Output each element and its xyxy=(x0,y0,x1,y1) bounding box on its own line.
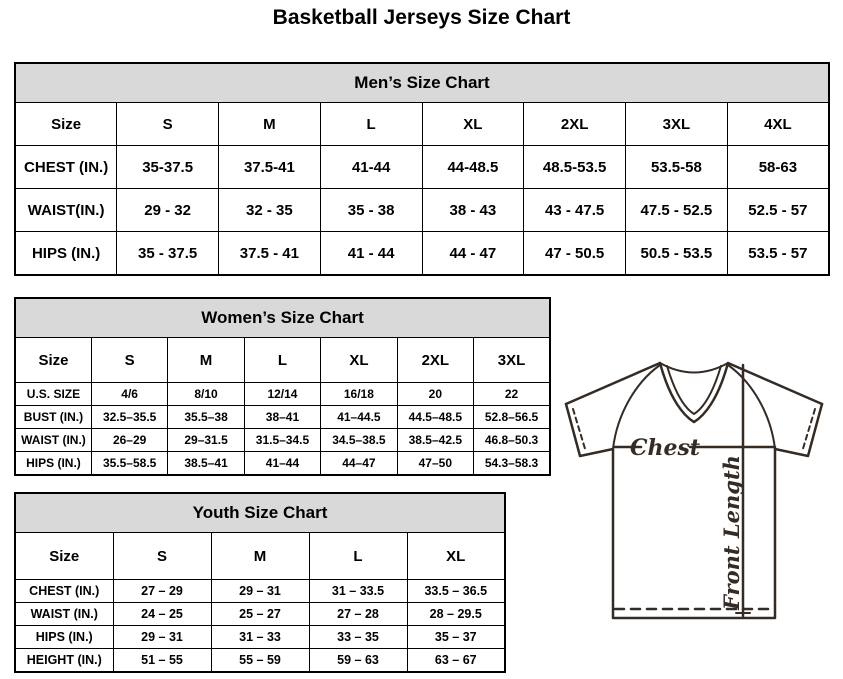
column-header: Size xyxy=(15,103,117,146)
column-header: XL xyxy=(422,103,524,146)
row-label: U.S. SIZE xyxy=(15,383,91,406)
cell: 47.5 - 52.5 xyxy=(626,189,728,232)
table-row xyxy=(15,383,550,406)
sleeve-cuff-dashes-icon xyxy=(802,409,815,452)
cell: 47–50 xyxy=(397,452,473,476)
cell: 32 - 35 xyxy=(219,189,321,232)
row-label: WAIST (IN.) xyxy=(15,603,113,626)
column-header: S xyxy=(91,338,167,383)
womens-size-chart-table xyxy=(14,297,551,476)
column-header: S xyxy=(113,533,211,580)
cell: 35.5–58.5 xyxy=(91,452,167,476)
table-row xyxy=(15,146,829,189)
cell: 44 - 47 xyxy=(422,232,524,276)
table-header-row xyxy=(15,103,829,146)
column-header: Size xyxy=(15,338,91,383)
cell: 35 – 37 xyxy=(407,626,505,649)
cell: 38.5–41 xyxy=(168,452,244,476)
cell: 63 – 67 xyxy=(407,649,505,673)
column-header: M xyxy=(219,103,321,146)
mens-chart-caption: Men’s Size Chart xyxy=(15,63,829,103)
cell: 29 – 31 xyxy=(113,626,211,649)
row-label: WAIST(IN.) xyxy=(15,189,117,232)
cell: 44–47 xyxy=(321,452,397,476)
cell: 34.5–38.5 xyxy=(321,429,397,452)
cell: 51 – 55 xyxy=(113,649,211,673)
sleeve-cuff-dashes-icon xyxy=(573,409,586,452)
table-caption-row xyxy=(15,493,505,533)
cell: 52.8–56.5 xyxy=(474,406,550,429)
row-label: HEIGHT (IN.) xyxy=(15,649,113,673)
cell: 58-63 xyxy=(727,146,829,189)
cell: 12/14 xyxy=(244,383,320,406)
cell: 38 - 43 xyxy=(422,189,524,232)
row-label: CHEST (IN.) xyxy=(15,146,117,189)
jersey-outline-icon xyxy=(566,363,822,618)
chest-label: Chest xyxy=(629,435,701,461)
row-label: BUST (IN.) xyxy=(15,406,91,429)
page-title: Basketball Jerseys Size Chart xyxy=(272,6,571,29)
cell: 44.5–48.5 xyxy=(397,406,473,429)
cell: 37.5-41 xyxy=(219,146,321,189)
column-header: L xyxy=(309,533,407,580)
cell: 59 – 63 xyxy=(309,649,407,673)
cell: 41-44 xyxy=(320,146,422,189)
table-row xyxy=(15,189,829,232)
row-label: WAIST (IN.) xyxy=(15,429,91,452)
cell: 4/6 xyxy=(91,383,167,406)
table-row xyxy=(15,649,505,673)
cell: 35-37.5 xyxy=(117,146,219,189)
table-row xyxy=(15,429,550,452)
cell: 31 – 33.5 xyxy=(309,580,407,603)
cell: 44-48.5 xyxy=(422,146,524,189)
cell: 25 – 27 xyxy=(211,603,309,626)
womens-chart-caption: Women’s Size Chart xyxy=(15,298,550,338)
column-header: 2XL xyxy=(397,338,473,383)
column-header: S xyxy=(117,103,219,146)
cell: 8/10 xyxy=(168,383,244,406)
table-row xyxy=(15,626,505,649)
cell: 33.5 – 36.5 xyxy=(407,580,505,603)
cell: 20 xyxy=(397,383,473,406)
cell: 41 - 44 xyxy=(320,232,422,276)
cell: 32.5–35.5 xyxy=(91,406,167,429)
table-header-row xyxy=(15,338,550,383)
cell: 16/18 xyxy=(321,383,397,406)
cell: 46.8–50.3 xyxy=(474,429,550,452)
row-label: HIPS (IN.) xyxy=(15,452,91,476)
cell: 27 – 29 xyxy=(113,580,211,603)
column-header: Size xyxy=(15,533,113,580)
cell: 28 – 29.5 xyxy=(407,603,505,626)
column-header: M xyxy=(168,338,244,383)
cell: 41–44.5 xyxy=(321,406,397,429)
row-label: HIPS (IN.) xyxy=(15,232,117,276)
youth-chart-caption: Youth Size Chart xyxy=(15,493,505,533)
cell: 50.5 - 53.5 xyxy=(626,232,728,276)
front-length-label: Front Length xyxy=(719,455,744,610)
cell: 27 – 28 xyxy=(309,603,407,626)
column-header: XL xyxy=(321,338,397,383)
cell: 37.5 - 41 xyxy=(219,232,321,276)
table-row xyxy=(15,452,550,476)
cell: 33 – 35 xyxy=(309,626,407,649)
column-header: 2XL xyxy=(524,103,626,146)
cell: 38–41 xyxy=(244,406,320,429)
cell: 31 – 33 xyxy=(211,626,309,649)
cell: 29 – 31 xyxy=(211,580,309,603)
column-header: 3XL xyxy=(474,338,550,383)
youth-size-chart-table xyxy=(14,492,506,673)
cell: 52.5 - 57 xyxy=(727,189,829,232)
cell: 43 - 47.5 xyxy=(524,189,626,232)
cell: 35.5–38 xyxy=(168,406,244,429)
cell: 31.5–34.5 xyxy=(244,429,320,452)
cell: 26–29 xyxy=(91,429,167,452)
cell: 41–44 xyxy=(244,452,320,476)
column-header: M xyxy=(211,533,309,580)
column-header: 3XL xyxy=(626,103,728,146)
table-row xyxy=(15,580,505,603)
row-label: HIPS (IN.) xyxy=(15,626,113,649)
cell: 54.3–58.3 xyxy=(474,452,550,476)
jersey-measurement-diagram xyxy=(556,358,834,672)
cell: 48.5-53.5 xyxy=(524,146,626,189)
cell: 29–31.5 xyxy=(168,429,244,452)
table-row xyxy=(15,232,829,276)
table-caption-row xyxy=(15,63,829,103)
cell: 53.5 - 57 xyxy=(727,232,829,276)
cell: 29 - 32 xyxy=(117,189,219,232)
column-header: L xyxy=(320,103,422,146)
table-header-row xyxy=(15,533,505,580)
column-header: L xyxy=(244,338,320,383)
mens-size-chart-table xyxy=(14,62,830,276)
cell: 24 – 25 xyxy=(113,603,211,626)
cell: 47 - 50.5 xyxy=(524,232,626,276)
cell: 35 - 38 xyxy=(320,189,422,232)
cell: 55 – 59 xyxy=(211,649,309,673)
table-row xyxy=(15,603,505,626)
cell: 35 - 37.5 xyxy=(117,232,219,276)
column-header: XL xyxy=(407,533,505,580)
table-caption-row xyxy=(15,298,550,338)
row-label: CHEST (IN.) xyxy=(15,580,113,603)
cell: 38.5–42.5 xyxy=(397,429,473,452)
cell: 22 xyxy=(474,383,550,406)
cell: 53.5-58 xyxy=(626,146,728,189)
table-row xyxy=(15,406,550,429)
column-header: 4XL xyxy=(727,103,829,146)
